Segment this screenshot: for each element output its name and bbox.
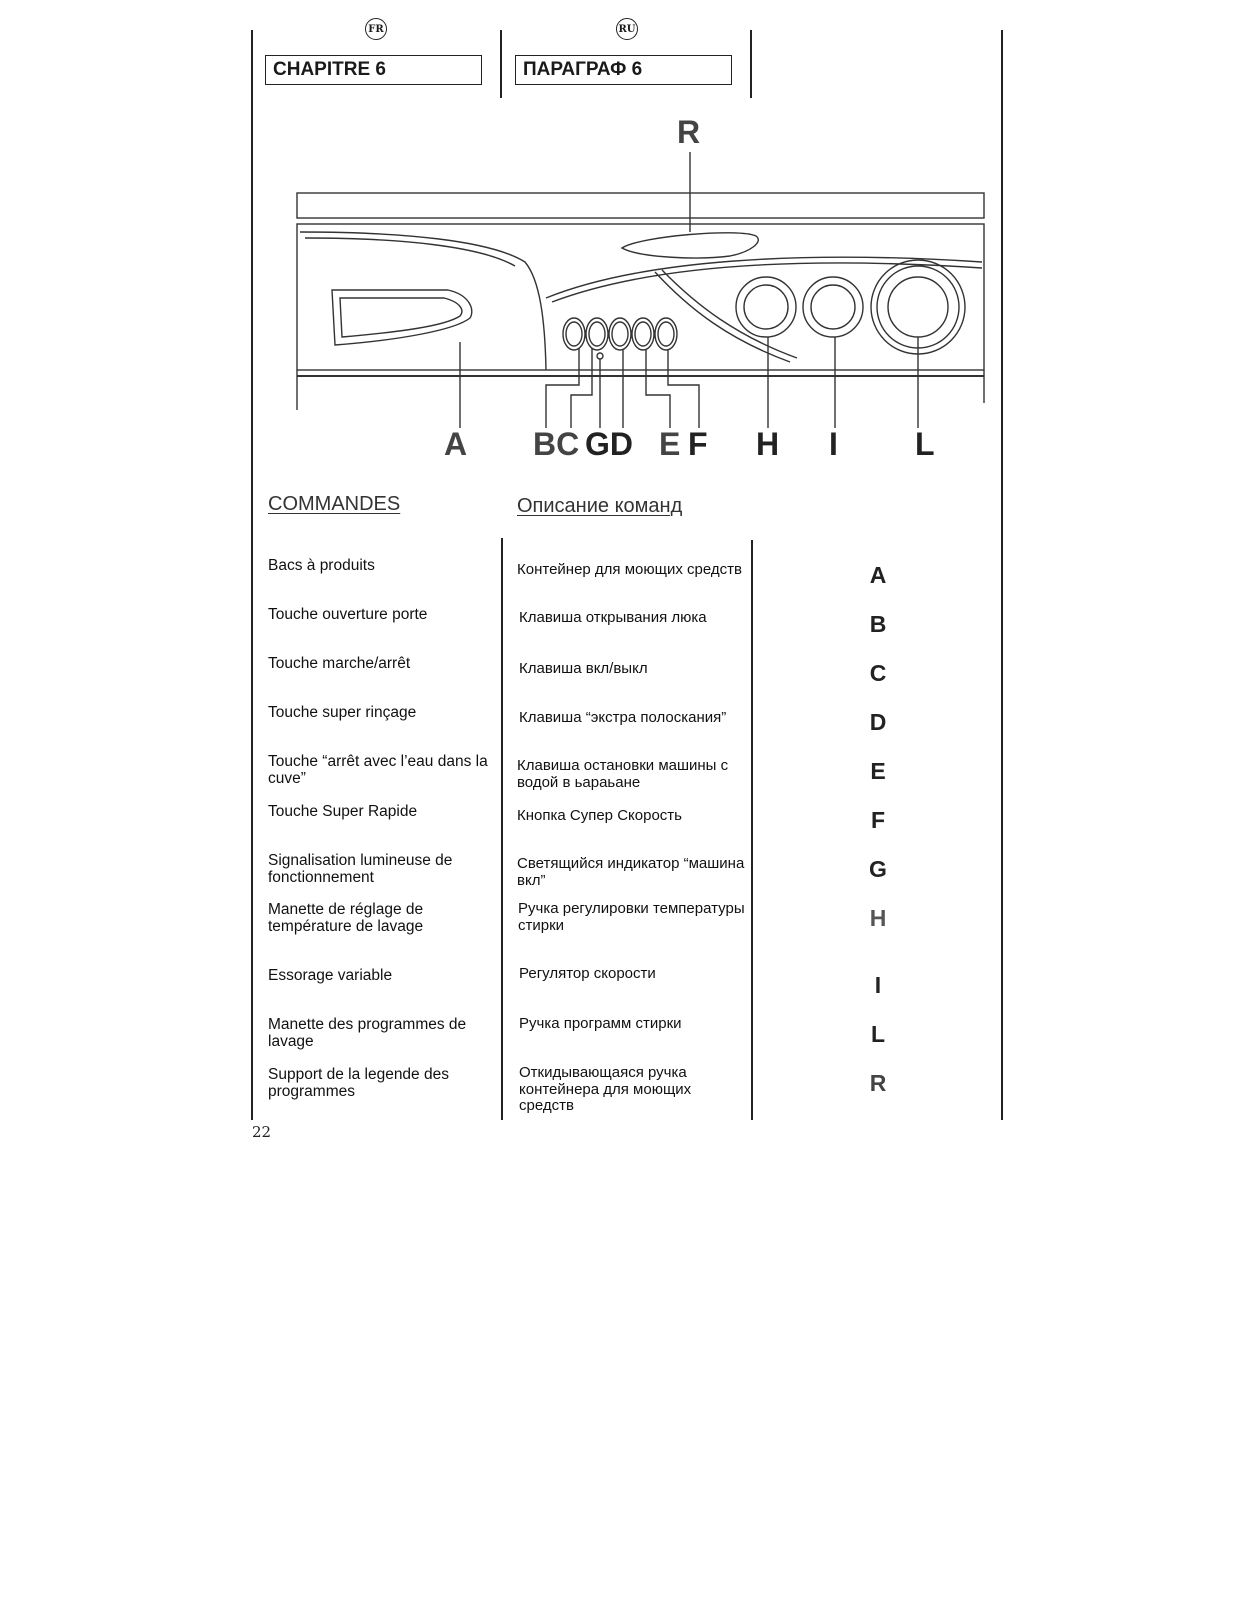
page-number: 22: [252, 1123, 272, 1141]
code-l: L: [870, 1021, 886, 1047]
fr-item-a: Bacs à produits: [268, 557, 375, 574]
ru-item-a: Контейнер для моющих средств: [517, 561, 742, 578]
label-l: L: [915, 426, 935, 462]
table-divider-1: [501, 538, 503, 1120]
code-d: D: [869, 709, 887, 735]
ru-item-d: Клавиша “экстра полоскания”: [519, 709, 727, 726]
code-a: A: [869, 562, 887, 588]
label-gd: GD: [585, 426, 633, 462]
ru-chapter-heading: ПАРАГРАФ 6: [515, 55, 732, 85]
code-f: F: [870, 807, 886, 833]
ru-item-r: Откидывающаяся ручка контейнера для моющих средств: [519, 1064, 692, 1114]
fr-item-h: Manette de réglage de température de lavage: [268, 901, 424, 935]
fr-item-c: Touche marche/arrêt: [268, 655, 411, 672]
label-f: F: [688, 426, 708, 462]
fr-item-g: Signalisation lumineuse de fonctionnement: [268, 852, 453, 886]
fr-language-icon: FR: [365, 18, 387, 40]
code-g: G: [869, 856, 887, 882]
label-bc: BC: [533, 426, 580, 462]
code-r: R: [869, 1070, 887, 1096]
control-panel-diagram: [0, 0, 1238, 480]
ru-item-c: Клавиша вкл/выкл: [519, 660, 648, 677]
ru-item-b: Клавиша открывания люка: [519, 609, 707, 626]
fr-chapter-heading: CHAPITRE 6: [265, 55, 482, 85]
ru-item-h: Ручка регулировки температуры стирки: [518, 900, 745, 934]
label-r: R: [677, 114, 701, 150]
fr-item-i: Essorage variable: [268, 967, 393, 984]
label-a: A: [444, 426, 468, 462]
fr-item-l: Manette des programmes de lavage: [268, 1016, 467, 1050]
label-e: E: [659, 426, 681, 462]
label-h: H: [756, 426, 780, 462]
code-e: E: [870, 758, 886, 784]
ru-item-i: Регулятор скорости: [519, 965, 656, 982]
ru-item-g: Светящийся индикатор “машина вкл”: [517, 855, 745, 889]
code-h: H: [869, 905, 887, 931]
ru-item-f: Кнопка Супер Скорость: [517, 807, 682, 824]
ru-item-e: Клавиша остановки машины с водой в ьараьане: [517, 757, 729, 791]
label-i: I: [829, 426, 838, 462]
ru-section-title: Описание команд: [517, 495, 683, 517]
ru-language-icon: RU: [616, 18, 638, 40]
table-divider-2: [751, 540, 753, 1120]
fr-section-title: COMMANDES: [268, 493, 401, 515]
code-b: B: [869, 611, 887, 637]
fr-item-r: Support de la legende des programmes: [268, 1066, 449, 1100]
fr-item-b: Touche ouverture porte: [268, 606, 428, 623]
fr-item-d: Touche super rinçage: [268, 704, 417, 721]
code-c: C: [869, 660, 887, 686]
ru-item-l: Ручка программ стирки: [519, 1015, 682, 1032]
fr-item-f: Touche Super Rapide: [268, 803, 418, 820]
code-i: I: [874, 972, 882, 998]
fr-item-e: Touche “arrêt avec l’eau dans la cuve”: [268, 753, 488, 787]
